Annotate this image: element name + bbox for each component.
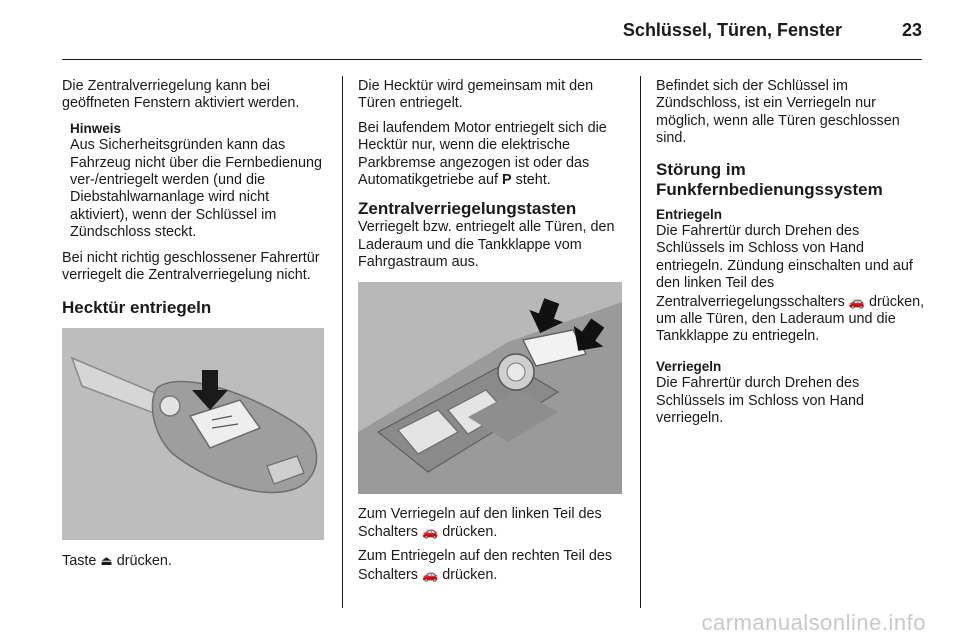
unlock-instruction: Zum Entriegeln auf den rechten Teil des Schalters 🚗 drücken. [358,548,613,583]
gear-position-p: P [502,172,512,189]
central-locking-paragraph: Verriegelt bzw. entriegelt alle Türen, den Laderaum und die Tankklappe vom Fahrgastraum aus. [358,219,615,271]
note-title: Hinweis [70,120,122,136]
page-header [0,0,960,62]
key-fob-illustration [62,328,324,540]
tailgate-button-icon: ⏏ [100,553,113,569]
lock-instruction: Zum Verriegeln auf den linken Teil des Schalters 🚗 drücken. [358,505,602,541]
column-divider-2 [640,76,641,608]
section-heading-tailgate: Hecktür entriegeln [62,298,212,318]
tailgate-paragraph: Die Hecktür wird gemeinsam mit den Türen entriegelt. [358,78,594,112]
car-unlock-icon: 🚗 [422,566,439,582]
section-heading-central-locking: Zentralverriegelungstasten [358,199,577,219]
column-divider-1 [342,76,343,608]
watermark: carmanualsonline.info [701,610,926,635]
unlock-paragraph: Die Fahrertür durch Drehen des Schlüssels im Schloss von Hand entriegeln. Zündung einschalten und auf den linken Teil des Zentralverriegelungsschalters 🚗 drücken, um alle Türen, den Laderaum und die Tankklappe zu entriegeln. [656,223,925,345]
header-divider [62,59,922,60]
note-text: Aus Sicherheitsgründen kann das Fahrzeug nicht über die Fernbedienung ver-/entriegelt werden (und die Diebstahlwarnanlage wird nicht aktiviert), wenn der Schlüssel im Zündschloss steckt. [70,137,323,241]
page-title: Schlüssel, Türen, Fenster [622,20,842,40]
intro-paragraph: Die Zentralverriegelung kann bei geöffneten Fenstern aktiviert werden. [62,78,300,112]
subheading-unlock: Entriegeln [656,206,723,222]
car-icon: 🚗 [848,293,865,309]
lock-paragraph: Die Fahrertür durch Drehen des Schlüssels im Schloss von Hand verriegeln. [656,375,864,427]
door-switch-illustration [358,282,622,494]
column-right [656,78,926,435]
key-caption: Taste ⏏ drücken. [62,553,172,570]
note-box [70,120,326,242]
door-paragraph: Bei nicht richtig geschlossener Fahrertür verriegelt die Zentralverriegelung nicht. [62,249,320,284]
page-number: 23 [901,20,922,40]
engine-paragraph: Bei laufendem Motor entriegelt sich die Hecktür nur, wenn die elektrische Parkbremse angezogen ist oder das Automatikgetriebe auf P steht. [358,119,607,189]
column-left [62,78,326,578]
subheading-lock: Verriegeln [656,358,722,374]
column-middle [358,78,626,591]
section-heading-remote-fault: Störung im Funkfernbedienungssystem [656,159,883,199]
ignition-paragraph: Befindet sich der Schlüssel im Zündschloss, ist ein Verriegeln nur möglich, wenn alle Türen geschlossen sind. [656,78,900,147]
car-lock-icon: 🚗 [422,524,439,540]
